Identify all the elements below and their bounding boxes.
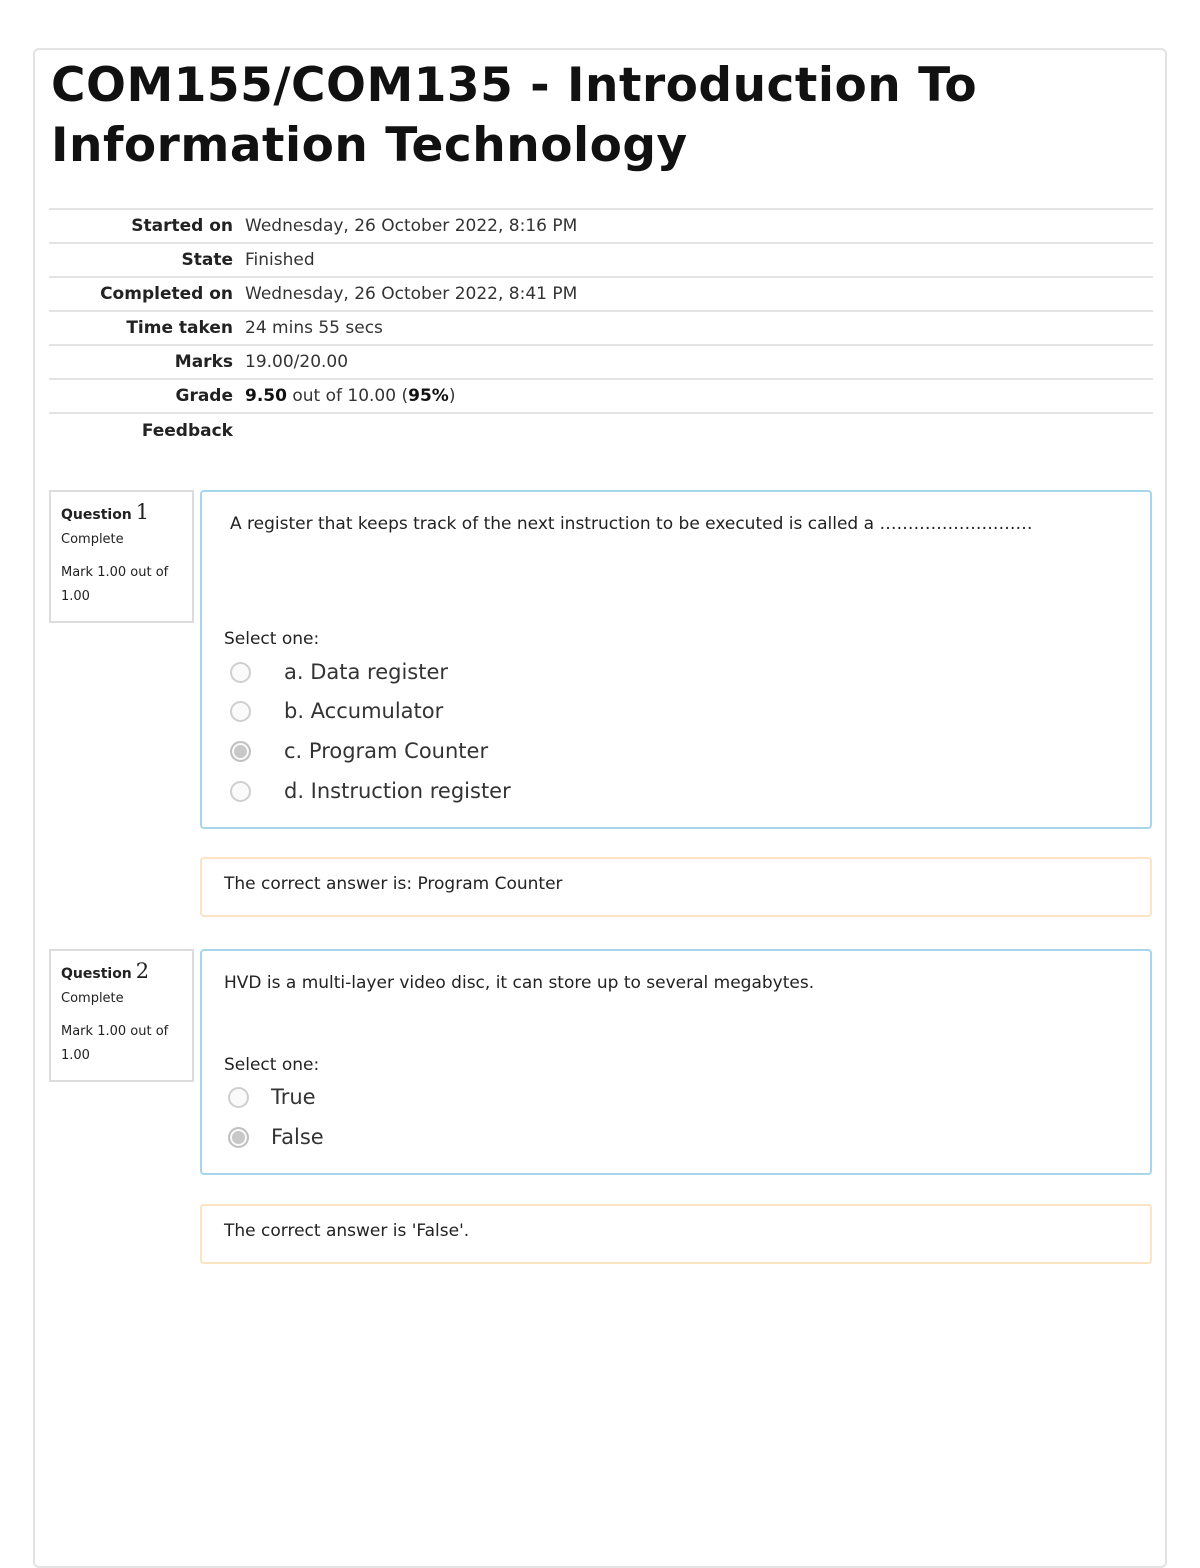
summary-label: Grade (175, 386, 233, 406)
summary-row-time (49, 311, 1153, 345)
summary-label: Feedback (141, 420, 233, 441)
summary-value (245, 413, 1153, 447)
summary-label: Completed on (100, 284, 233, 304)
option-label: c. Program Counter (284, 739, 489, 763)
option-label: b. Accumulator (284, 699, 444, 723)
summary-value: Wednesday, 26 October 2022, 8:16 PM (245, 216, 578, 236)
question-state: Complete (61, 532, 124, 547)
grade-value (245, 379, 1153, 413)
summary-row-started (49, 209, 1153, 243)
answer-option-b[interactable] (230, 699, 443, 723)
summary-row-state (49, 243, 1153, 277)
summary-label: Marks (174, 352, 233, 372)
summary-value: Wednesday, 26 October 2022, 8:41 PM (245, 284, 578, 304)
summary-value: 24 mins 55 secs (245, 318, 383, 338)
grade-out-of: out of 10.00 ( (286, 386, 409, 406)
radio-button[interactable] (228, 1087, 249, 1108)
summary-row-feedback (49, 413, 1153, 447)
summary-label: State (181, 250, 233, 270)
summary-row-completed (49, 277, 1153, 311)
grade-percent: 95% (408, 386, 449, 406)
select-one-label: Select one: (224, 1055, 320, 1075)
radio-button-selected[interactable] (230, 741, 251, 762)
attempt-summary-table (49, 208, 1153, 447)
question-number: Question 2 (61, 959, 150, 983)
select-one-label: Select one: (224, 629, 320, 649)
answer-option-c[interactable] (230, 739, 488, 763)
summary-row-grade (49, 379, 1153, 413)
question-state: Complete (61, 991, 124, 1006)
question-content-1 (200, 490, 1152, 829)
question-text: A register that keeps track of the next instruction to be executed is called a ……………………… (230, 514, 1033, 534)
option-label: False (271, 1125, 324, 1149)
question-info-2 (49, 949, 194, 1082)
grade-close: ) (448, 386, 456, 406)
question-info-1 (49, 490, 194, 623)
question-mark: Mark 1.00 out of 1.00 (61, 1024, 169, 1063)
quiz-review-page (33, 48, 1167, 1568)
question-text: HVD is a multi-layer video disc, it can store up to several megabytes. (224, 973, 815, 993)
answer-option-true[interactable] (228, 1085, 316, 1109)
page-title: COM155/COM135 - Introduction To Information Technology (51, 58, 978, 173)
option-label: True (271, 1085, 316, 1109)
radio-button[interactable] (230, 662, 251, 683)
question-feedback-2: The correct answer is 'False'. (200, 1204, 1152, 1264)
radio-button-selected[interactable] (228, 1127, 249, 1148)
summary-value: 19.00/20.00 (245, 352, 349, 372)
grade-score: 9.50 (245, 386, 287, 406)
summary-label: Time taken (126, 318, 233, 338)
option-label: a. Data register (284, 660, 449, 684)
radio-button[interactable] (230, 701, 251, 722)
answer-option-false[interactable] (228, 1125, 324, 1149)
summary-label: Started on (131, 216, 233, 236)
answer-option-d[interactable] (230, 779, 511, 803)
radio-button[interactable] (230, 781, 251, 802)
question-feedback-1: The correct answer is: Program Counter (200, 857, 1152, 917)
question-content-2 (200, 949, 1152, 1175)
summary-row-marks (49, 345, 1153, 379)
question-number: Question 1 (61, 500, 150, 524)
summary-value: Finished (245, 250, 315, 270)
question-mark: Mark 1.00 out of 1.00 (61, 565, 169, 604)
option-label: d. Instruction register (284, 779, 511, 803)
answer-option-a[interactable] (230, 660, 448, 684)
